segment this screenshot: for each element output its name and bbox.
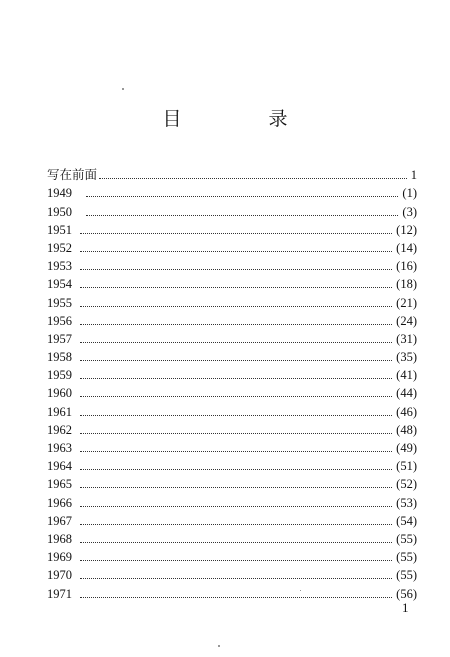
- toc-entry[interactable]: [47, 273, 417, 291]
- toc-entry[interactable]: [47, 473, 417, 491]
- toc-entry-page: (16): [396, 259, 417, 274]
- dot-leader: [80, 360, 392, 361]
- toc-entry-label: 1960: [47, 386, 72, 401]
- toc-entry-label: 1970: [47, 568, 72, 583]
- scan-speck: [218, 645, 220, 647]
- scan-speck: [300, 590, 301, 591]
- dot-leader: [80, 542, 392, 543]
- dot-leader: [80, 396, 392, 397]
- toc-entry-page: (14): [396, 240, 417, 255]
- toc-entry-page: (24): [396, 313, 417, 328]
- page-title: 目 录: [162, 108, 322, 130]
- toc-entry[interactable]: [47, 491, 417, 509]
- toc-entry[interactable]: [47, 400, 417, 418]
- dot-leader: [80, 597, 392, 598]
- toc-entry-page: (48): [396, 422, 417, 437]
- toc-entry-label: 1969: [47, 550, 72, 565]
- toc-entry-page: (55): [396, 550, 417, 565]
- toc-entry[interactable]: [47, 364, 417, 382]
- toc-entry-label: 1952: [47, 240, 72, 255]
- toc-entry-page: (53): [396, 495, 417, 510]
- toc-entry-page: (41): [396, 368, 417, 383]
- toc-entry-label: 1965: [47, 477, 72, 492]
- dot-leader: [80, 469, 392, 470]
- toc-entry-page: (12): [396, 222, 417, 237]
- dot-leader: [80, 433, 392, 434]
- toc-entry-page: (49): [396, 441, 417, 455]
- dot-leader: [80, 269, 392, 270]
- toc-entry[interactable]: [47, 382, 417, 400]
- page-number: 1: [402, 600, 409, 615]
- toc-entry[interactable]: [47, 255, 417, 273]
- toc-entry-label: 1958: [47, 350, 72, 365]
- dot-leader: [80, 233, 392, 234]
- toc-entry-label: 1951: [47, 222, 72, 237]
- toc-entry[interactable]: [47, 346, 417, 364]
- toc-entry-page: (52): [396, 477, 417, 492]
- toc-entry-label: 1956: [47, 313, 72, 328]
- toc-entry-label: 1950: [47, 204, 72, 219]
- toc-entry[interactable]: [47, 182, 417, 200]
- toc-entry-page: (54): [396, 513, 417, 528]
- dot-leader: [80, 487, 392, 488]
- toc-entry-page: (3): [402, 204, 417, 219]
- table-of-contents: [47, 164, 417, 601]
- toc-entry[interactable]: [47, 219, 417, 237]
- toc-entry[interactable]: [47, 310, 417, 328]
- toc-entry-page: (55): [396, 568, 417, 583]
- toc-entry[interactable]: [47, 582, 417, 600]
- toc-entry-page: (46): [396, 404, 417, 419]
- toc-entry-page: (55): [396, 531, 417, 546]
- toc-entry-page: (44): [396, 386, 417, 401]
- dot-leader: [99, 178, 407, 179]
- toc-entry[interactable]: [47, 455, 417, 473]
- toc-entry[interactable]: [47, 419, 417, 437]
- toc-entry-label: 1953: [47, 259, 72, 274]
- toc-entry-label: 1959: [47, 368, 72, 383]
- scan-speck: [122, 88, 124, 90]
- toc-entry[interactable]: [47, 328, 417, 346]
- dot-leader: [80, 524, 392, 525]
- toc-entry[interactable]: [47, 528, 417, 546]
- toc-entry-label: 1957: [47, 331, 72, 346]
- dot-leader: [80, 506, 392, 507]
- dot-leader: [86, 196, 398, 197]
- toc-entry-page: (21): [396, 295, 417, 310]
- toc-entry-label: 写在前面: [47, 168, 98, 183]
- toc-entry-label: 1949: [47, 186, 72, 201]
- dot-leader: [80, 451, 392, 452]
- dot-leader: [86, 215, 398, 216]
- toc-entry-label: 1966: [47, 495, 72, 510]
- dot-leader: [80, 306, 392, 307]
- toc-entry[interactable]: [47, 237, 417, 255]
- toc-entry-page: (18): [396, 277, 417, 292]
- dot-leader: [80, 378, 392, 379]
- dot-leader: [80, 251, 392, 252]
- toc-entry-label: 1964: [47, 459, 72, 474]
- toc-entry[interactable]: [47, 546, 417, 564]
- toc-entry[interactable]: [47, 437, 417, 455]
- toc-entry-label: 1961: [47, 404, 72, 419]
- toc-entry-page: (35): [396, 350, 417, 365]
- toc-entry-page: 1: [410, 168, 417, 183]
- toc-entry-label: 1971: [47, 586, 72, 601]
- toc-entry-page: (1): [402, 186, 417, 201]
- toc-entry-label: 1955: [47, 295, 72, 310]
- toc-entry[interactable]: [47, 291, 417, 309]
- toc-entry-page: (56): [396, 586, 417, 601]
- toc-entry-label: 1954: [47, 277, 72, 292]
- toc-entry[interactable]: [47, 564, 417, 582]
- toc-entry[interactable]: [47, 510, 417, 528]
- toc-entry-page: (31): [396, 331, 417, 346]
- toc-entry-label: 1967: [47, 513, 72, 528]
- dot-leader: [80, 578, 392, 579]
- toc-entry[interactable]: [47, 200, 417, 218]
- toc-entry-page: (51): [396, 459, 417, 474]
- dot-leader: [80, 287, 392, 288]
- dot-leader: [80, 560, 392, 561]
- toc-entry-label: 1968: [47, 531, 72, 546]
- dot-leader: [80, 342, 392, 343]
- dot-leader: [80, 324, 392, 325]
- dot-leader: [80, 415, 392, 416]
- toc-entry-label: 1962: [47, 422, 72, 437]
- toc-entry[interactable]: [47, 164, 417, 182]
- toc-entry-label: 1963: [47, 441, 72, 455]
